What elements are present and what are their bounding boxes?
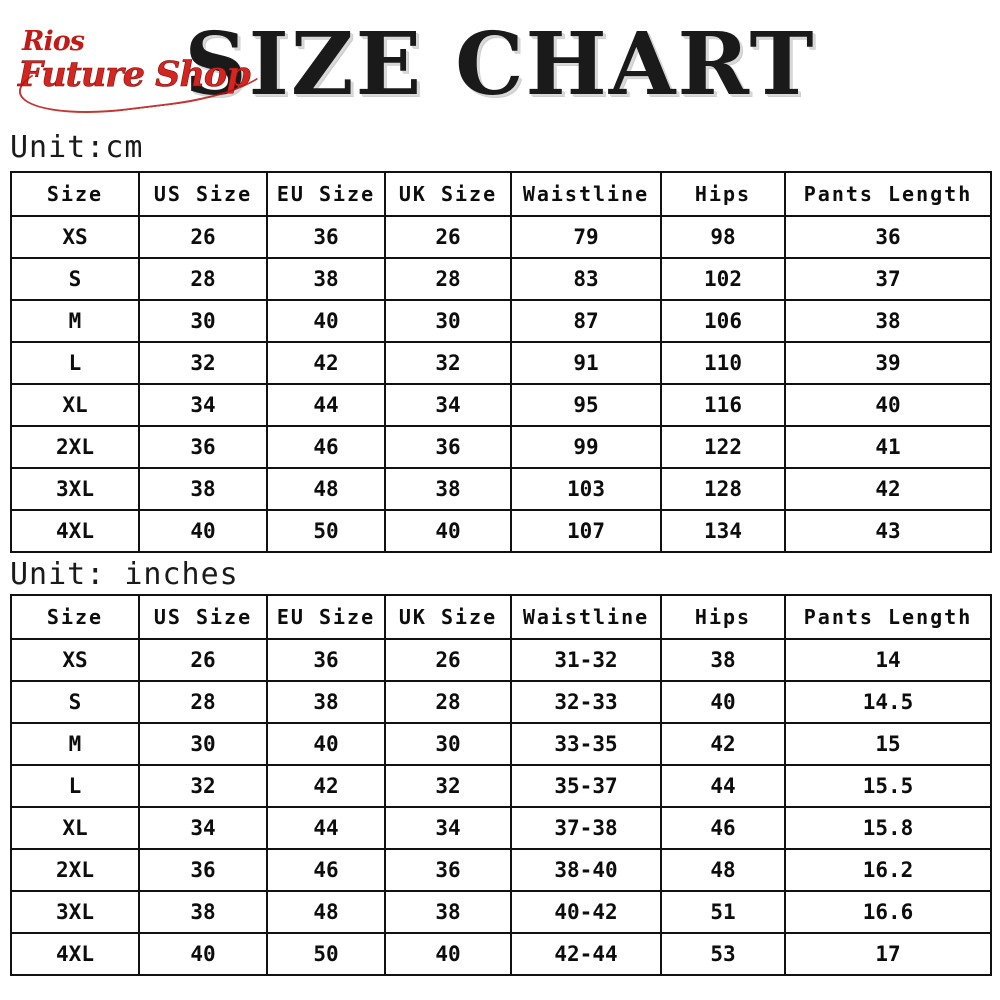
cell-eu-size: 36	[267, 639, 385, 681]
cell-pants-length: 14	[785, 639, 991, 681]
cell-hips: 40	[661, 681, 785, 723]
table-row	[11, 807, 991, 849]
cell-pants-length: 43	[785, 510, 991, 552]
cell-uk-size: 36	[385, 849, 511, 891]
cell-uk-size: 26	[385, 216, 511, 258]
cell-pants-length: 15.5	[785, 765, 991, 807]
cell-pants-length: 16.6	[785, 891, 991, 933]
cell-hips: 102	[661, 258, 785, 300]
column-header-size: Size	[11, 172, 139, 216]
table-row	[11, 933, 991, 975]
cell-us-size: 28	[139, 258, 267, 300]
cell-us-size: 30	[139, 300, 267, 342]
table-row	[11, 891, 991, 933]
cell-uk-size: 28	[385, 681, 511, 723]
cell-pants-length: 41	[785, 426, 991, 468]
cell-pants-length: 15	[785, 723, 991, 765]
cell-eu-size: 48	[267, 891, 385, 933]
cell-pants-length: 16.2	[785, 849, 991, 891]
cell-waistline: 33-35	[511, 723, 661, 765]
page-header	[0, 0, 1000, 130]
cell-uk-size: 32	[385, 342, 511, 384]
cell-eu-size: 46	[267, 849, 385, 891]
cell-hips: 98	[661, 216, 785, 258]
cell-size: S	[11, 258, 139, 300]
cell-size: XL	[11, 807, 139, 849]
cell-us-size: 38	[139, 468, 267, 510]
cell-eu-size: 40	[267, 723, 385, 765]
cell-eu-size: 46	[267, 426, 385, 468]
cell-uk-size: 40	[385, 510, 511, 552]
column-header-waistline: Waistline	[511, 172, 661, 216]
cell-hips: 106	[661, 300, 785, 342]
cell-us-size: 34	[139, 384, 267, 426]
cell-us-size: 40	[139, 510, 267, 552]
cell-waistline: 32-33	[511, 681, 661, 723]
cell-waistline: 83	[511, 258, 661, 300]
cell-hips: 44	[661, 765, 785, 807]
cell-pants-length: 37	[785, 258, 991, 300]
cell-hips: 134	[661, 510, 785, 552]
cell-uk-size: 28	[385, 258, 511, 300]
cell-size: 3XL	[11, 468, 139, 510]
size-table-cm	[10, 171, 992, 553]
table-row	[11, 849, 991, 891]
cell-uk-size: 30	[385, 300, 511, 342]
cell-eu-size: 50	[267, 510, 385, 552]
cell-us-size: 32	[139, 765, 267, 807]
table-row	[11, 342, 991, 384]
column-header-us-size: US Size	[139, 595, 267, 639]
cell-hips: 128	[661, 468, 785, 510]
cell-waistline: 87	[511, 300, 661, 342]
cell-size: 2XL	[11, 426, 139, 468]
cell-eu-size: 44	[267, 807, 385, 849]
table-row	[11, 639, 991, 681]
cell-eu-size: 38	[267, 258, 385, 300]
column-header-uk-size: UK Size	[385, 172, 511, 216]
column-header-size: Size	[11, 595, 139, 639]
cell-pants-length: 42	[785, 468, 991, 510]
cell-hips: 46	[661, 807, 785, 849]
cell-pants-length: 14.5	[785, 681, 991, 723]
cell-uk-size: 36	[385, 426, 511, 468]
cell-size: L	[11, 342, 139, 384]
page-title: SIZE CHART	[184, 14, 816, 115]
cell-eu-size: 48	[267, 468, 385, 510]
cell-uk-size: 38	[385, 891, 511, 933]
cell-size: 4XL	[11, 933, 139, 975]
cell-hips: 116	[661, 384, 785, 426]
cell-pants-length: 39	[785, 342, 991, 384]
cell-us-size: 40	[139, 933, 267, 975]
table-row	[11, 723, 991, 765]
column-header-eu-size: EU Size	[267, 172, 385, 216]
cell-us-size: 30	[139, 723, 267, 765]
cell-waistline: 95	[511, 384, 661, 426]
cell-us-size: 38	[139, 891, 267, 933]
logo-line1: Rios	[22, 26, 84, 57]
cell-eu-size: 38	[267, 681, 385, 723]
column-header-us-size: US Size	[139, 172, 267, 216]
brand-logo	[18, 28, 288, 108]
cell-pants-length: 17	[785, 933, 991, 975]
cell-pants-length: 36	[785, 216, 991, 258]
unit-label-cm: Unit:cm	[10, 130, 144, 165]
cell-uk-size: 32	[385, 765, 511, 807]
cell-uk-size: 40	[385, 933, 511, 975]
section-inches	[0, 557, 1000, 976]
table-row	[11, 681, 991, 723]
column-header-pants-length: Pants Length	[785, 595, 991, 639]
cell-size: 4XL	[11, 510, 139, 552]
cell-uk-size: 26	[385, 639, 511, 681]
table-row	[11, 300, 991, 342]
cell-size: M	[11, 300, 139, 342]
cell-eu-size: 36	[267, 216, 385, 258]
cell-hips: 110	[661, 342, 785, 384]
table-row	[11, 468, 991, 510]
column-header-hips: Hips	[661, 172, 785, 216]
cell-uk-size: 34	[385, 807, 511, 849]
column-header-hips: Hips	[661, 595, 785, 639]
cell-eu-size: 42	[267, 342, 385, 384]
cell-hips: 51	[661, 891, 785, 933]
cell-pants-length: 15.8	[785, 807, 991, 849]
table-header-row	[11, 172, 991, 216]
cell-size: XL	[11, 384, 139, 426]
cell-waistline: 42-44	[511, 933, 661, 975]
cell-size: XS	[11, 216, 139, 258]
cell-uk-size: 38	[385, 468, 511, 510]
cell-us-size: 26	[139, 216, 267, 258]
cell-waistline: 79	[511, 216, 661, 258]
size-table-inches	[10, 594, 992, 976]
cell-size: 3XL	[11, 891, 139, 933]
cell-hips: 42	[661, 723, 785, 765]
cell-uk-size: 30	[385, 723, 511, 765]
column-header-eu-size: EU Size	[267, 595, 385, 639]
cell-waistline: 31-32	[511, 639, 661, 681]
cell-us-size: 26	[139, 639, 267, 681]
table-row	[11, 384, 991, 426]
cell-eu-size: 42	[267, 765, 385, 807]
cell-waistline: 107	[511, 510, 661, 552]
cell-waistline: 40-42	[511, 891, 661, 933]
cell-size: XS	[11, 639, 139, 681]
unit-label-inches: Unit: inches	[10, 557, 239, 592]
column-header-uk-size: UK Size	[385, 595, 511, 639]
cell-size: S	[11, 681, 139, 723]
cell-size: 2XL	[11, 849, 139, 891]
logo-line2: Future Shop	[18, 54, 250, 95]
cell-waistline: 38-40	[511, 849, 661, 891]
cell-us-size: 32	[139, 342, 267, 384]
cell-us-size: 34	[139, 807, 267, 849]
column-header-pants-length: Pants Length	[785, 172, 991, 216]
cell-waistline: 91	[511, 342, 661, 384]
table-row	[11, 510, 991, 552]
cell-eu-size: 50	[267, 933, 385, 975]
cell-eu-size: 40	[267, 300, 385, 342]
cell-us-size: 28	[139, 681, 267, 723]
cell-size: M	[11, 723, 139, 765]
cell-size: L	[11, 765, 139, 807]
cell-hips: 122	[661, 426, 785, 468]
table-row	[11, 765, 991, 807]
section-cm	[0, 130, 1000, 553]
cell-pants-length: 40	[785, 384, 991, 426]
table-row	[11, 426, 991, 468]
cell-hips: 38	[661, 639, 785, 681]
cell-waistline: 35-37	[511, 765, 661, 807]
table-header-row	[11, 595, 991, 639]
table-row	[11, 258, 991, 300]
column-header-waistline: Waistline	[511, 595, 661, 639]
cell-hips: 53	[661, 933, 785, 975]
cell-us-size: 36	[139, 426, 267, 468]
cell-hips: 48	[661, 849, 785, 891]
cell-waistline: 103	[511, 468, 661, 510]
cell-waistline: 99	[511, 426, 661, 468]
cell-uk-size: 34	[385, 384, 511, 426]
cell-eu-size: 44	[267, 384, 385, 426]
table-row	[11, 216, 991, 258]
cell-pants-length: 38	[785, 300, 991, 342]
cell-us-size: 36	[139, 849, 267, 891]
cell-waistline: 37-38	[511, 807, 661, 849]
